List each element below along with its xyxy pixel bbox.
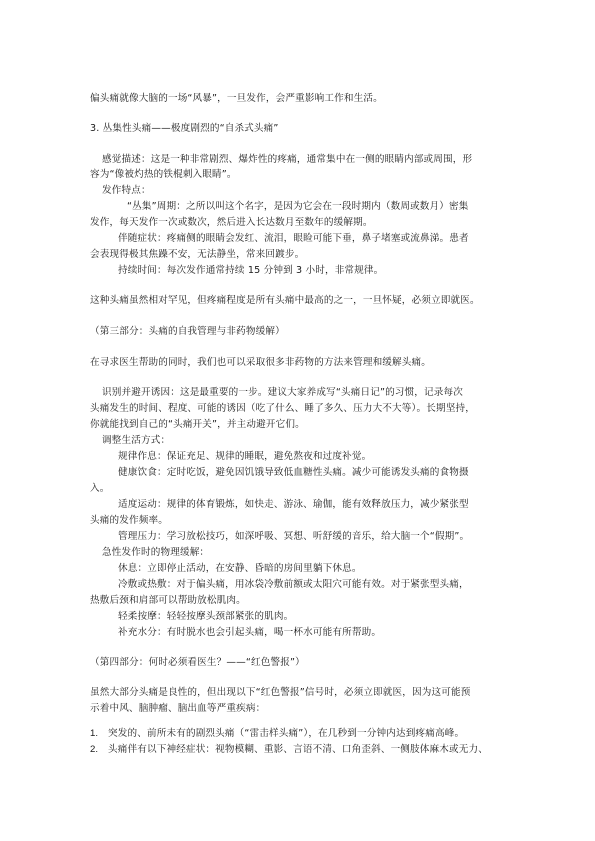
rest-line: 休息：立即停止活动，在安静、昏暗的房间里躺下休息。 xyxy=(118,563,362,574)
compress-line: 冷敷或热敷：对于偏头痛，用冰袋冷敷前额或太阳穴可能有效。对于紧张型头痛， xyxy=(118,579,469,590)
stress-line: 管理压力：学习放松技巧，如深呼吸、冥想、听舒缓的音乐，给大脑一个“假期”。 xyxy=(118,531,470,542)
cluster-period-line: “丛集”周期：之所以叫这个名字，是因为它会在一段时期内（数周或数月）密集 xyxy=(127,201,469,212)
exercise-line: 适度运动：规律的体育锻炼，如快走、游泳、瑜伽，能有效释放压力，减少紧张型 xyxy=(118,499,469,510)
cluster-description-line: 感觉描述：这是一种非常剧烈、爆炸性的疼痛，通常集中在一侧的眼睛内部或周围，形 xyxy=(102,154,473,165)
diet-line: 入。 xyxy=(90,483,110,494)
symptoms-line: 伴随症状：疼痛侧的眼睛会发红、流泪，眼睑可能下垂，鼻子堵塞或流鼻涕。患者 xyxy=(118,233,469,244)
duration-line: 持续时间：每次发作通常持续 15 分钟到 3 小时，非常规律。 xyxy=(118,265,384,276)
diet-line: 健康饮食：定时吃饭，避免因饥饿导致低血糖性头痛。减少可能诱发头痛的食物摄 xyxy=(118,467,469,478)
cluster-period-line: 发作，每天发作一次或数次，然后进入长达数月至数年的缓解期。 xyxy=(90,217,373,228)
cluster-description-line: 容为“像被灼热的铁棍刺入眼睛”。 xyxy=(90,169,237,180)
intro-paragraph: 偏头痛就像大脑的一场“风暴”，一旦发作，会严重影响工作和生活。 xyxy=(90,93,383,104)
massage-line: 轻柔按摩：轻轻按摩头颈部紧张的肌肉。 xyxy=(118,611,294,622)
triggers-paragraph-line: 你就能找到自己的“头痛开关”，并主动避开它们。 xyxy=(90,419,305,430)
part3-intro: 在寻求医生帮助的同时，我们也可以采取很多非药物的方法来管理和缓解头痛。 xyxy=(90,357,432,368)
cluster-summary: 这种头痛虽然相对罕见，但疼痛程度是所有头痛中最高的之一，一旦怀疑，必须立即就医。 xyxy=(90,295,480,306)
triggers-paragraph-line: 头痛发生的时间、程度、可能的诱因（吃了什么、睡了多久、压力大不大等）。长期坚持， xyxy=(90,403,475,414)
part4-intro-line: 示着中风、脑肿瘤、脑出血等严重疾病： xyxy=(90,703,266,714)
physical-relief-label: 急性发作时的物理缓解： xyxy=(102,547,210,558)
water-line: 补充水分：有时脱水也会引起头痛，喝一杯水可能有所帮助。 xyxy=(118,627,382,638)
exercise-line: 头痛的发作频率。 xyxy=(90,515,168,526)
features-label: 发作特点： xyxy=(102,185,151,196)
list-item-number: 1. xyxy=(90,728,99,739)
section-heading-cluster-headache: 3. 丛集性头痛——极度剧烈的“自杀式头痛” xyxy=(90,123,279,134)
list-item-text: 头痛伴有以下神经症状：视物模糊、重影、言语不清、口角歪斜、一侧肢体麻木或无力、 xyxy=(108,744,489,755)
list-item-number: 2. xyxy=(90,744,99,755)
lifestyle-label: 调整生活方式： xyxy=(102,435,171,446)
triggers-paragraph-line: 识别并避开诱因：这是最重要的一步。建议大家养成写“头痛日记”的习惯，记录每次 xyxy=(102,387,464,398)
list-item-text: 突发的、前所未有的剧烈头痛（“雷击样头痛”），在几秒到一分钟内达到疼痛高峰。 xyxy=(108,728,465,739)
symptoms-line: 会表现得极其焦躁不安，无法静坐，常来回踱步。 xyxy=(90,249,305,260)
part4-intro-line: 虽然大部分头痛是良性的，但出现以下“红色警报”信号时，必须立即就医，因为这可能预 xyxy=(90,687,471,698)
compress-line: 热敷后颈和肩部可以帮助放松肌肉。 xyxy=(90,595,246,606)
sleep-line: 规律作息：保证充足、规律的睡眠，避免熬夜和过度补觉。 xyxy=(118,451,372,462)
part3-heading: （第三部分：头痛的自我管理与非药物缓解） xyxy=(90,326,285,337)
part4-heading: （第四部分：何时必须看医生？——“红色警报”） xyxy=(90,657,305,668)
